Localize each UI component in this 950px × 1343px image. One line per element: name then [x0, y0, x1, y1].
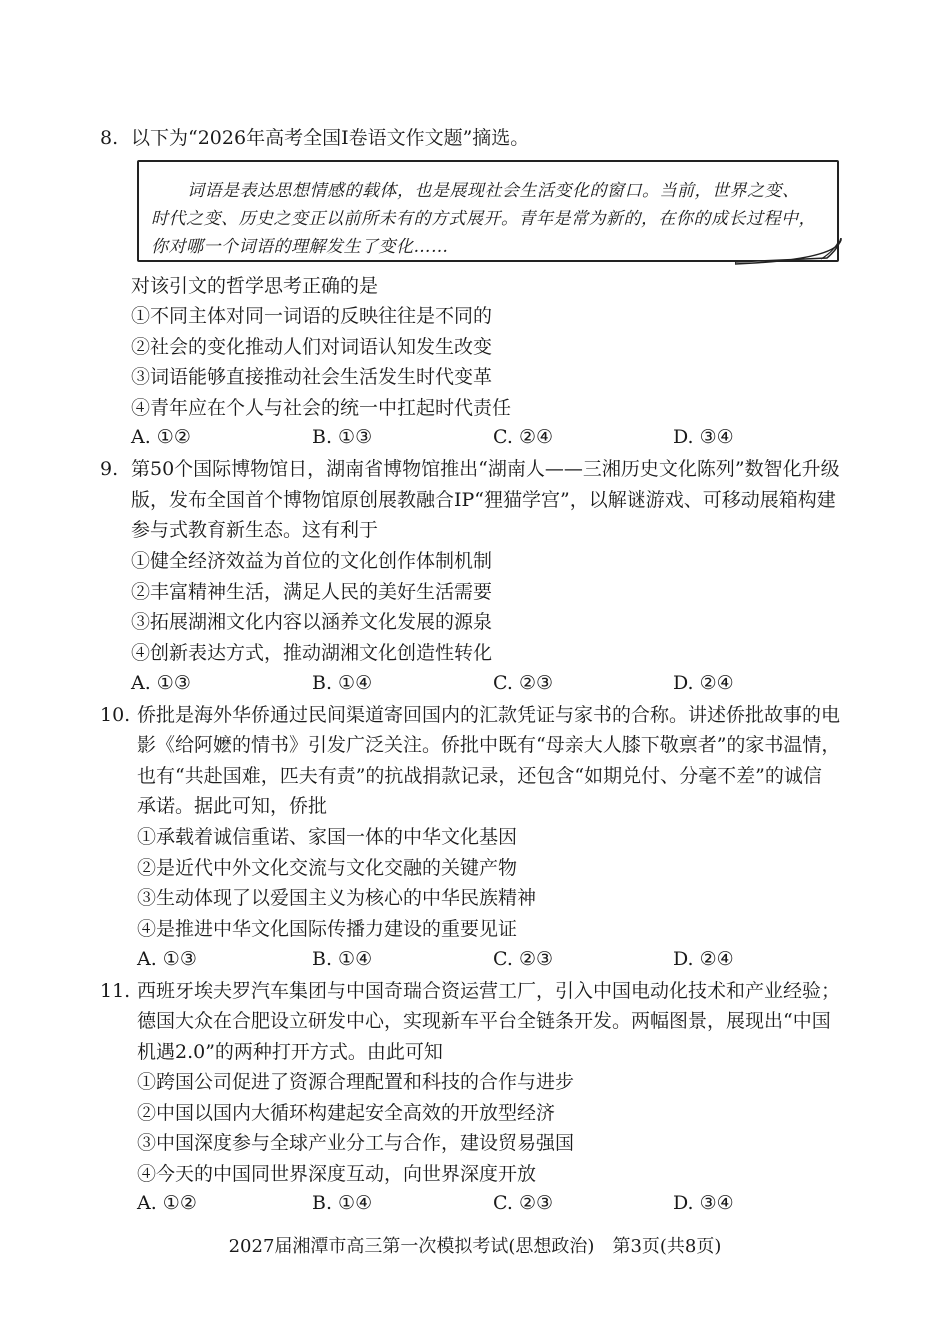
question-10-stem: 也有“共赴国难，匹夫有责”的抗战捐款记录，还包含“如期兑付、分毫不差”的诚信 [137, 765, 822, 787]
quote-box [137, 160, 839, 262]
question-11-stem: 西班牙埃夫罗汽车集团与中国奇瑞合资运营工厂，引入中国电动化技术和产业经验； [137, 980, 841, 1002]
quote-line: 时代之变、历史之变正以前所未有的方式展开。青年是常为新的，在你的成长过程中， [151, 209, 816, 229]
option-d: D. ③④ [673, 1192, 734, 1214]
page-footer: 2027届湘潭市高三第一次模拟考试(思想政治) 第3页(共8页) [228, 1236, 722, 1257]
question-8-item: ②社会的变化推动人们对词语认知发生改变 [131, 336, 493, 358]
question-10-number: 10. [100, 704, 131, 726]
option-c: C. ②③ [493, 948, 554, 970]
question-9-item: ④创新表达方式，推动湖湘文化创造性转化 [131, 642, 493, 664]
question-9-stem: 参与式教育新生态。这有利于 [131, 519, 379, 541]
option-a: A. ①② [137, 1192, 197, 1214]
question-8-number: 8. [100, 127, 119, 149]
question-10-item: ③生动体现了以爱国主义为核心的中华民族精神 [137, 887, 537, 909]
question-11-item: ①跨国公司促进了资源合理配置和科技的合作与进步 [137, 1071, 575, 1093]
question-10-stem: 侨批是海外华侨通过民间渠道寄回国内的汇款凭证与家书的合称。讲述侨批故事的电 [137, 704, 841, 726]
question-11-item: ④今天的中国同世界深度互动，向世界深度开放 [137, 1163, 537, 1185]
question-9-stem: 版，发布全国首个博物馆原创展教融合IP“狸猫学宫”，以解谜游戏、可移动展箱构建 [131, 489, 836, 511]
question-8-prompt: 对该引文的哲学思考正确的是 [131, 275, 379, 297]
question-9-item: ②丰富精神生活，满足人民的美好生活需要 [131, 581, 493, 603]
question-10-stem: 影《给阿嬷的情书》引发广泛关注。侨批中既有“母亲大人膝下敬禀者”的家书温情， [137, 734, 841, 756]
question-10-item: ④是推进中华文化国际传播力建设的重要见证 [137, 918, 518, 940]
question-11-item: ③中国深度参与全球产业分工与合作，建设贸易强国 [137, 1132, 575, 1154]
question-8-item: ①不同主体对同一词语的反映往往是不同的 [131, 305, 493, 327]
question-11-number: 11. [100, 980, 131, 1002]
question-9-stem: 第50个国际博物馆日，湖南省博物馆推出“湖南人——三湘历史文化陈列”数智化升级 [131, 458, 840, 480]
option-c: C. ②③ [493, 1192, 554, 1214]
option-d: D. ②④ [673, 948, 734, 970]
question-11-item: ②中国以国内大循环构建起安全高效的开放型经济 [137, 1102, 556, 1124]
option-c: C. ②④ [493, 426, 554, 448]
question-9-number: 9. [100, 458, 119, 480]
option-c: C. ②③ [493, 672, 554, 694]
option-d: D. ②④ [673, 672, 734, 694]
page-curl-icon [735, 238, 843, 266]
question-10-stem: 承诺。据此可知，侨批 [137, 795, 328, 817]
option-b: B. ①③ [312, 426, 373, 448]
question-10-item: ②是近代中外文化交流与文化交融的关键产物 [137, 857, 518, 879]
question-9-item: ①健全经济效益为首位的文化创作体制机制 [131, 550, 493, 572]
option-a: A. ①③ [137, 948, 197, 970]
question-11-stem: 机遇2.0”的两种打开方式。由此可知 [137, 1041, 443, 1063]
question-8-item: ③词语能够直接推动社会生活发生时代变革 [131, 366, 493, 388]
option-a: A. ①② [131, 426, 191, 448]
option-a: A. ①③ [131, 672, 191, 694]
question-8-stem: 以下为“2026年高考全国Ⅰ卷语文作文题”摘选。 [131, 127, 530, 149]
question-11-stem: 德国大众在合肥设立研发中心，实现新车平台全链条开发。两幅图景，展现出“中国 [137, 1010, 831, 1032]
question-8-item: ④青年应在个人与社会的统一中扛起时代责任 [131, 397, 512, 419]
quote-line: 你对哪一个词语的理解发生了变化…… [151, 237, 449, 257]
option-b: B. ①④ [312, 948, 373, 970]
option-b: B. ①④ [312, 672, 373, 694]
question-9-item: ③拓展湖湘文化内容以涵养文化发展的源泉 [131, 611, 493, 633]
question-10-item: ①承载着诚信重诺、家国一体的中华文化基因 [137, 826, 518, 848]
option-b: B. ①④ [312, 1192, 373, 1214]
quote-line: 词语是表达思想情感的载体，也是展现社会生活变化的窗口。当前，世界之变、 [187, 181, 800, 201]
option-d: D. ③④ [673, 426, 734, 448]
